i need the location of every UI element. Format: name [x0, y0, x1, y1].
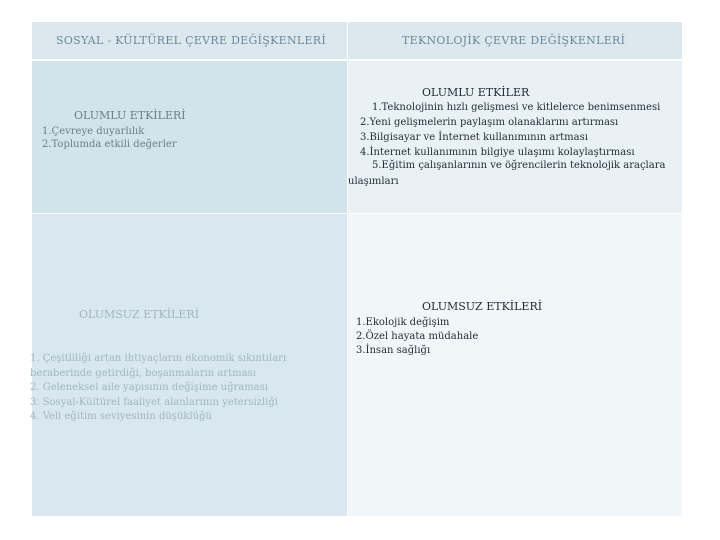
tech-positive-cell	[348, 61, 682, 213]
social-negative-item-1-cont: beraberinde getirdiği, boşanmaların artması	[30, 368, 256, 379]
social-positive-title: OLUMLU ETKİLERİ	[74, 109, 186, 122]
social-positive-item-1: 1.Çevreye duyarlılık	[42, 126, 145, 137]
header-tech-cell	[348, 22, 682, 59]
header-tech-title: TEKNOLOJİK ÇEVRE DEĞİŞKENLERİ	[402, 34, 626, 47]
social-negative-item-3: 3. Sosyal-Kültürel faaliyet alanlarının yetersizliği	[30, 397, 278, 408]
social-positive-item-2: 2.Toplumda etkili değerler	[42, 139, 177, 150]
tech-positive-item-1: 1.Teknolojinin hızlı gelişmesi ve kitlelerce benimsenmesi	[372, 102, 661, 113]
tech-negative-item-2: 2.Özel hayata müdahale	[356, 331, 479, 342]
social-negative-item-2: 2. Geleneksel aile yapısının değişime uğraması	[30, 382, 269, 393]
social-negative-cell	[32, 214, 347, 516]
tech-negative-cell	[348, 214, 682, 516]
social-negative-title: OLUMSUZ ETKİLERİ	[79, 308, 200, 321]
header-social-cell	[32, 22, 347, 59]
tech-positive-item-3: 3.Bilgisayar ve İnternet kullanımının artması	[360, 132, 588, 143]
social-negative-item-4: 4. Veli eğitim seviyesinin düşüklüğü	[30, 411, 212, 422]
tech-positive-item-4: 4.İnternet kullanımının bilgiye ulaşımı kolaylaştırması	[360, 147, 635, 158]
social-positive-cell	[32, 61, 347, 213]
tech-positive-title: OLUMLU ETKİLER	[422, 86, 530, 99]
tech-negative-item-3: 3.İnsan sağlığı	[356, 345, 431, 356]
tech-positive-item-5: 5.Eğitim çalışanlarının ve öğrencilerin teknolojik araçlara	[372, 160, 666, 171]
social-negative-item-1: 1. Çeşitliliği artan ihtiyaçların ekonomik sıkıntıları	[30, 353, 287, 364]
tech-positive-item-2: 2.Yeni gelişmelerin paylaşım olanaklarını artırması	[360, 117, 619, 128]
tech-negative-title: OLUMSUZ ETKİLERİ	[422, 300, 543, 313]
tech-positive-item-5-cont: ulaşımları	[348, 176, 399, 187]
header-social-title: SOSYAL - KÜLTÜREL ÇEVRE DEĞİŞKENLERİ	[56, 34, 327, 47]
tech-negative-item-1: 1.Ekolojik değişim	[356, 317, 450, 328]
